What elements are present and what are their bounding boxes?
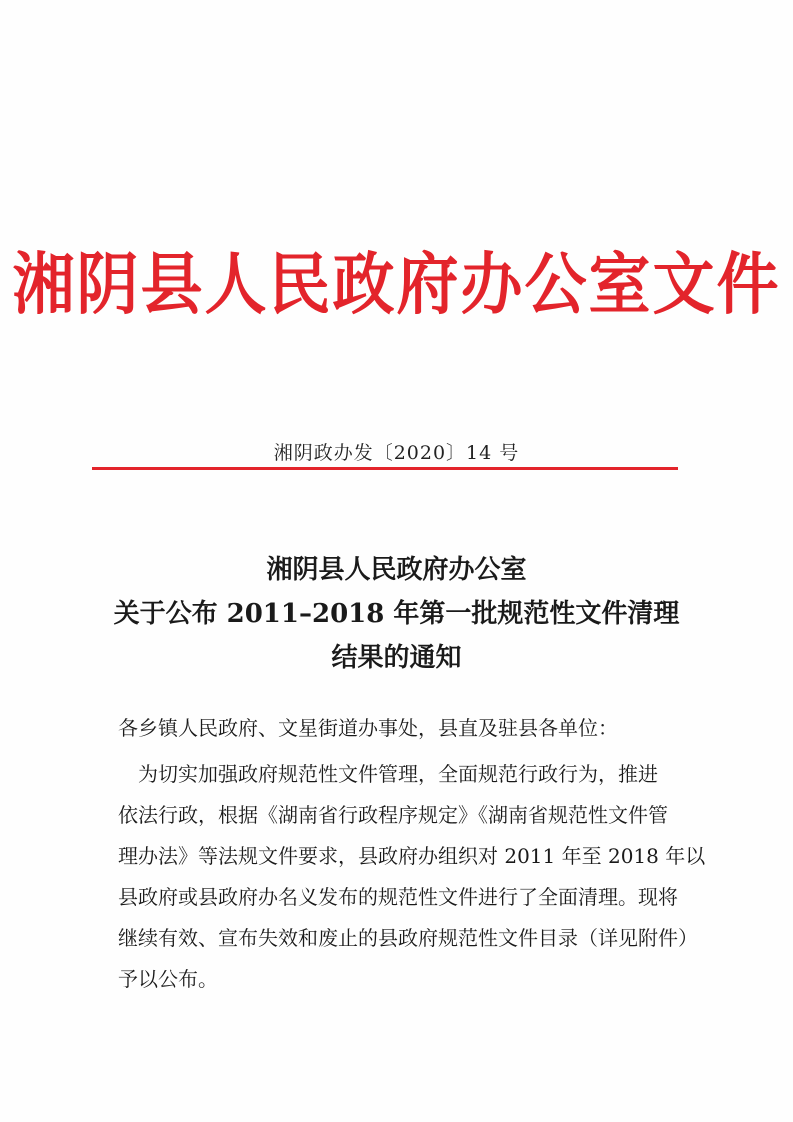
body-line: 继续有效、宣布失效和废止的县政府规范性文件目录（详见附件） bbox=[118, 926, 698, 950]
title-line-3: 结果的通知 bbox=[331, 643, 462, 673]
document-header: 湘阴县人民政府办公室文件 bbox=[12, 245, 781, 324]
salutation: 各乡镇人民政府、文星街道办事处，县直及驻县各单位： bbox=[118, 716, 618, 740]
body-paragraph bbox=[118, 754, 706, 1000]
red-divider-line bbox=[92, 467, 678, 470]
body-line: 为切实加强政府规范性文件管理，全面规范行政行为，推进 bbox=[138, 762, 658, 786]
document-number: 湘阴政办发〔2020〕14 号 bbox=[273, 442, 520, 464]
body-line: 理办法》等法规文件要求，县政府办组织对 2011 年至 2018 年以 bbox=[118, 844, 706, 868]
body-line: 依法行政，根据《湖南省行政程序规定》《湖南省规范性文件管 bbox=[118, 803, 668, 827]
title-line-2: 关于公布 2011–2018 年第一批规范性文件清理 bbox=[113, 599, 680, 629]
body-line: 县政府或县政府办名义发布的规范性文件进行了全面清理。现将 bbox=[118, 885, 678, 909]
body-line: 予以公布。 bbox=[118, 967, 218, 991]
document-title bbox=[0, 548, 793, 680]
title-line-1: 湘阴县人民政府办公室 bbox=[266, 555, 527, 585]
